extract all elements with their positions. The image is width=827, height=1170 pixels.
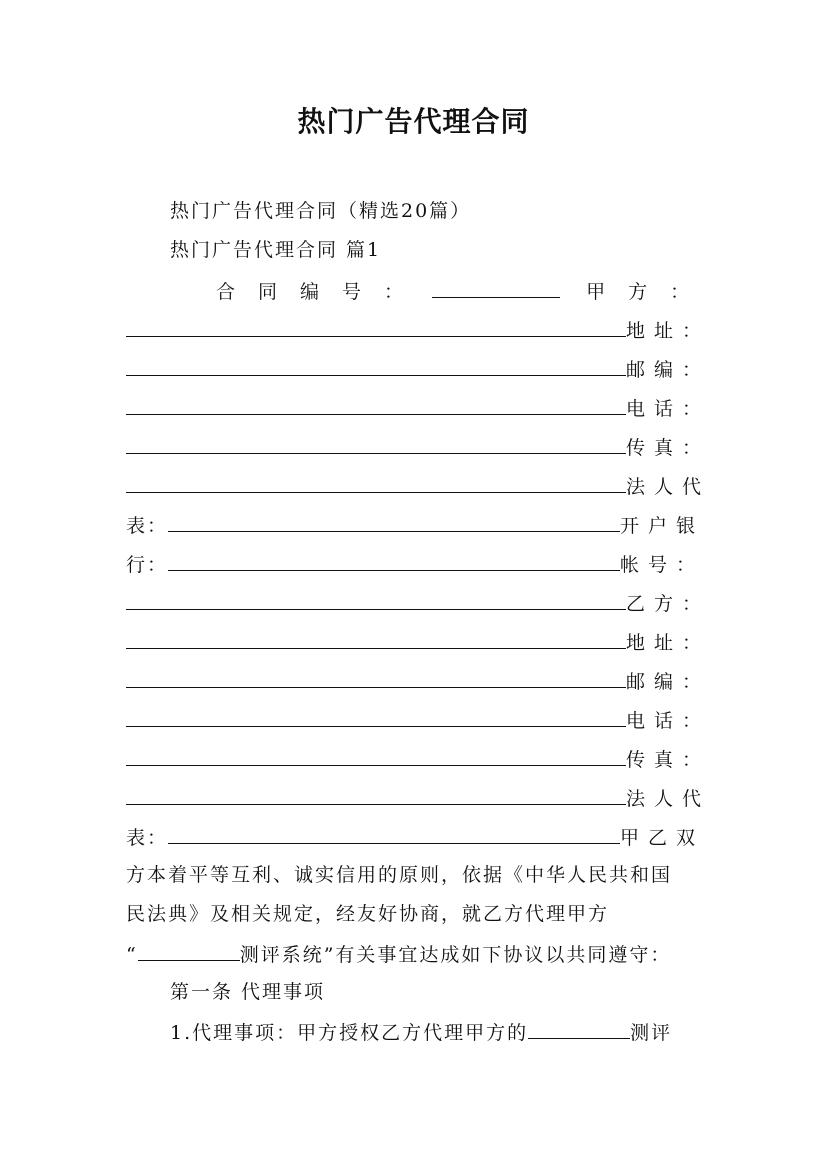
item-1-row xyxy=(170,1016,710,1046)
legal-rep-label-continued: 表： xyxy=(126,827,169,849)
party-b-label: 乙方： xyxy=(626,593,711,615)
contract-number-blank xyxy=(432,275,560,298)
blank-line xyxy=(126,392,626,415)
blank-line xyxy=(126,353,626,376)
fax-label: 传真： xyxy=(626,749,711,771)
party-a-fax-row xyxy=(126,431,711,461)
blank-line xyxy=(126,587,626,610)
bank-label-continued: 行： xyxy=(126,554,169,576)
body-line-3-suffix: 测评系统”有关事宜达成如下协议以共同遵守： xyxy=(239,944,672,966)
phone-label: 电话： xyxy=(626,710,711,732)
contract-number-label: 合同编号： xyxy=(216,281,427,303)
blank-line xyxy=(126,431,626,454)
party-a-label: 甲方： xyxy=(586,281,713,303)
blank-line xyxy=(126,314,626,337)
legal-rep-label: 法人代 xyxy=(626,788,711,810)
party-b-phone-row xyxy=(126,704,711,734)
party-b-address-row xyxy=(126,626,711,656)
account-label: 帐号： xyxy=(620,554,705,576)
party-b-legal-rep-row xyxy=(126,782,711,812)
blank-line xyxy=(126,704,626,727)
blank-line xyxy=(126,470,626,493)
blank-line xyxy=(126,782,626,805)
document-title: 热门广告代理合同 xyxy=(297,105,530,138)
party-a-account-row xyxy=(126,548,706,578)
address-label: 地址： xyxy=(626,632,711,654)
party-a-address-row xyxy=(126,314,711,344)
blank-line xyxy=(168,548,620,571)
party-a-legal-rep-row xyxy=(126,470,711,500)
item-1-prefix: 1.代理事项：甲方授权乙方代理甲方的 xyxy=(170,1022,529,1044)
fax-label: 传真： xyxy=(626,437,711,459)
party-a-bank-row xyxy=(126,509,706,539)
body-line-3-prefix: “ xyxy=(126,944,138,966)
legal-rep-label: 法人代 xyxy=(626,476,711,498)
party-b-postcode-row xyxy=(126,665,711,695)
bank-label: 开户银 xyxy=(620,515,705,537)
blank-line xyxy=(168,821,620,844)
party-b-fax-row xyxy=(126,743,711,773)
contract-number-row xyxy=(216,275,713,305)
blank-line xyxy=(138,938,240,961)
blank-line xyxy=(126,743,626,766)
section-line: 热门广告代理合同 篇1 xyxy=(170,239,382,261)
postcode-label: 邮编： xyxy=(626,671,711,693)
party-a-phone-row xyxy=(126,392,711,422)
legal-rep-label-continued: 表： xyxy=(126,515,169,537)
intro-line: 热门广告代理合同（精选20篇） xyxy=(170,200,472,222)
address-label: 地址： xyxy=(626,320,711,342)
blank-line xyxy=(528,1016,630,1039)
party-a-postcode-row xyxy=(126,353,711,383)
phone-label: 电话： xyxy=(626,398,711,420)
body-line-2: 民法典》及相关规定，经友好协商，就乙方代理甲方 xyxy=(126,903,610,925)
party-b-row xyxy=(126,587,711,617)
body-line-1: 方本着平等互利、诚实信用的原则，依据《中华人民共和国 xyxy=(126,864,673,886)
blank-line xyxy=(168,509,620,532)
item-1-suffix: 测评 xyxy=(630,1022,673,1044)
postcode-label: 邮编： xyxy=(626,359,711,381)
body-line-3 xyxy=(126,938,706,968)
parties-text-start: 甲乙双 xyxy=(620,827,705,849)
article-1-title: 第一条 代理事项 xyxy=(170,981,326,1003)
blank-line xyxy=(126,626,626,649)
blank-line xyxy=(126,665,626,688)
party-b-legal-rep-continued-row xyxy=(126,821,706,851)
